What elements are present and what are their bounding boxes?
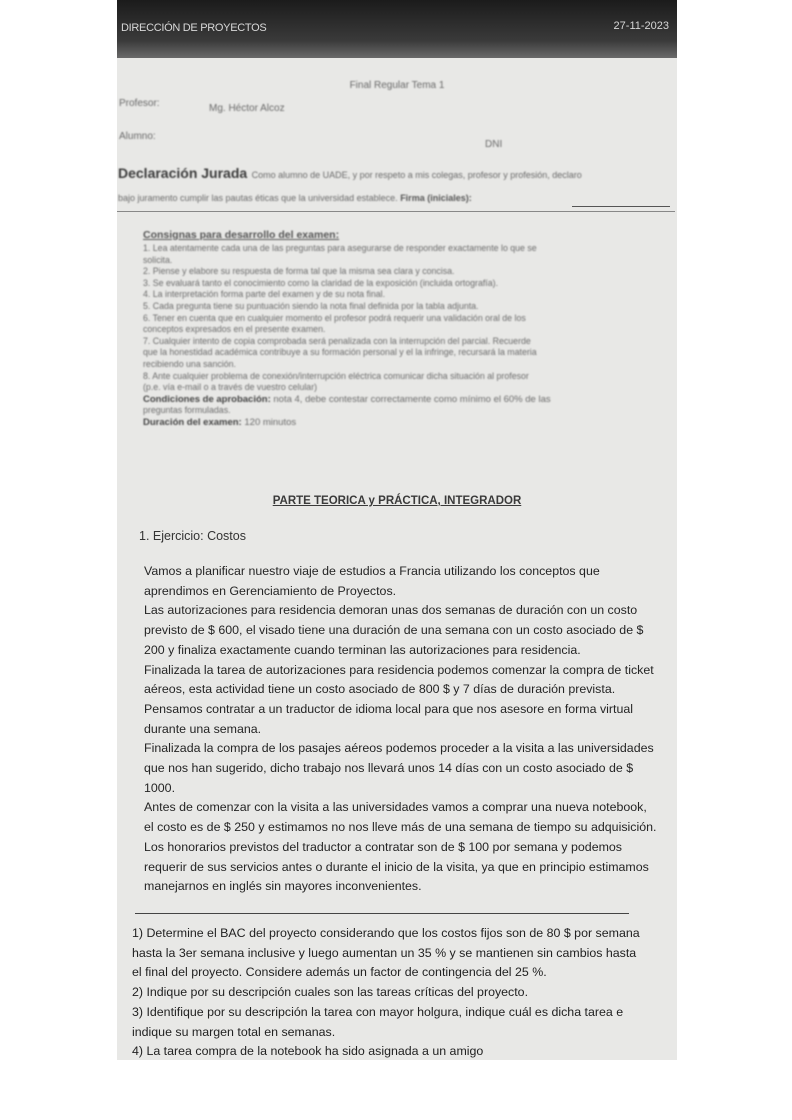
exercise-title: 1. Ejercicio: Costos [139,529,246,543]
question-line: indique su margen total en semanas. [132,1024,336,1039]
consigna-line: conceptos expresados en el presente examen. [143,324,326,335]
questions-divider [135,913,629,914]
student-label: Alumno: [119,131,156,142]
body-line: Las autorizaciones para residencia demoran unas dos semanas de duración con un costo [144,603,638,618]
consigna-line: (p.e. vía e-mail o a través de vuestro celular) [143,382,318,393]
body-line: aprendimos en Gerenciamiento de Proyectos. [144,583,397,598]
exam-duration [143,417,669,429]
consigna-line: solicita. [143,254,173,265]
approval-text: nota 4, debe contestar correctamente como mínimo el 60% de las [273,393,551,405]
body-line: requerir de sus servicios antes o durante el inicio de la visita, ya que en principio estimamos [144,859,649,874]
question-line: 3) Identifique por su descripción la tarea con mayor holgura, indique cuál es dicha tarea e [132,1004,624,1019]
consigna-line: recibiendo una sanción. [143,358,236,369]
declaration-text-2 [118,193,472,203]
body-line: Finalizada la tarea de autorizaciones para residencia podemos comenzar la compra de ticket [144,662,654,677]
section-title: PARTE TEORICA y PRÁCTICA, INTEGRADOR [272,495,522,507]
consigna-line: 8. Ante cualquier problema de conexión/interrupción eléctrica comunicar dicha situación al profesor [143,370,529,381]
declaration-title: Declaración Jurada [118,165,248,181]
professor-name: Mg. Héctor Alcoz [209,103,285,114]
body-line: el costo es de $ 250 y estimamos no nos lleve más de una semana de tiempo su adquisición. [144,820,657,835]
duration-text: 120 minutos [244,416,297,428]
consigna-line: 7. Cualquier intento de copia comprobada será penalizada con la interrupción del parcial. Recuerde [143,335,531,346]
body-line: durante una semana. [144,721,262,736]
consigna-line: 6. Tener en cuenta que en cualquier momento el profesor podrá requerir una validación oral de los [143,312,526,323]
question-line: 1) Determine el BAC del proyecto considerando que los costos fijos son de 80 $ por semana [132,926,640,940]
body-line: Finalizada la compra de los pasajes aéreos podemos proceder a la visita a las universidades [144,741,654,756]
body-line: 1000. [144,780,176,795]
declaration-block [118,165,674,183]
signature-label: Firma (iniciales): [400,193,472,203]
declaration-text-1: Como alumno de UADE, y por respeto a mis colegas, profesor y profesión, declaro [251,170,582,180]
consigna-line: 2. Piense y elabore su respuesta de forma tal que la misma sea clara y concisa. [143,266,455,277]
exam-page [117,0,677,1060]
exercise-body [144,562,668,897]
body-line: Pensamos contratar a un traductor de idioma local para que nos asesore en forma virtual [144,701,634,716]
consigna-line: 4. La interpretación forma parte del examen y de su nota final. [143,289,386,300]
consigna-line: 1. Lea atentamente cada una de las preguntas para asegurarse de responder exactamente lo que se [143,243,537,253]
body-line: previsto de $ 600, el visado tiene una duración de una semana con un costo asociado de $ [144,623,644,638]
approval-label: Condiciones de aprobación: [143,393,271,405]
consigna-line: 3. Se evaluará tanto el conocimiento como la claridad de la exposición (incluida ortografía). [143,277,499,288]
header-bar [117,0,677,58]
approval-conditions [143,394,669,406]
professor-label: Profesor: [119,98,160,109]
question-line: 2) Indique por su descripción cuales son las tareas críticas del proyecto. [132,985,529,1000]
consigna-line: que la honestidad académica contribuye a su formación personal y el la infringe, recursará la materia [143,347,537,358]
body-line: que nos han sugerido, dicho trabajo nos llevará unos 14 días con un costo asociado de $ [144,761,634,776]
exam-title: Final Regular Tema 1 [349,80,445,91]
body-line: 200 y finaliza exactamente cuando terminan las autorizaciones para residencia. [144,642,581,657]
consignas-list [143,243,669,429]
dni-label: DNI [485,139,503,150]
signature-line [572,206,670,207]
questions-list [132,924,668,1060]
body-line: Antes de comenzar con la visita a las universidades vamos a comprar una nueva notebook, [144,800,647,815]
consignas-title: Consignas para desarrollo del examen: [143,229,340,241]
declaration-divider [117,211,675,212]
duration-label: Duración del examen: [143,416,242,428]
question-line: hasta la 3er semana inclusive y luego aumentan un 35 % y se mantienen sin cambios hasta [132,945,637,960]
header-date: 27-11-2023 [613,20,669,32]
approval-text-2: preguntas formuladas. [143,405,231,416]
question-line: el final del proyecto. Considere además un factor de contingencia del 25 %. [132,965,547,980]
body-line: aéreos, esta actividad tiene un costo asociado de 800 $ y 7 días de duración prevista. [144,682,616,697]
body-line: Vamos a planificar nuestro viaje de estudios a Francia utilizando los conceptos que [144,564,600,578]
header-department: DIRECCIÓN DE PROYECTOS [121,22,267,34]
body-line: Los honorarios previstos del traductor a contratar son de $ 100 por semana y podemos [144,839,623,854]
question-line: 4) La tarea compra de la notebook ha sido asignada a un amigo [132,1044,484,1059]
body-line: manejarnos en inglés sin mayores inconvenientes. [144,879,422,894]
consigna-line: 5. Cada pregunta tiene su puntuación siendo la nota final definida por la tabla adjunta. [143,300,479,311]
declaration-text-2-content: bajo juramento cumplir las pautas éticas que la universidad establece. [118,193,398,203]
